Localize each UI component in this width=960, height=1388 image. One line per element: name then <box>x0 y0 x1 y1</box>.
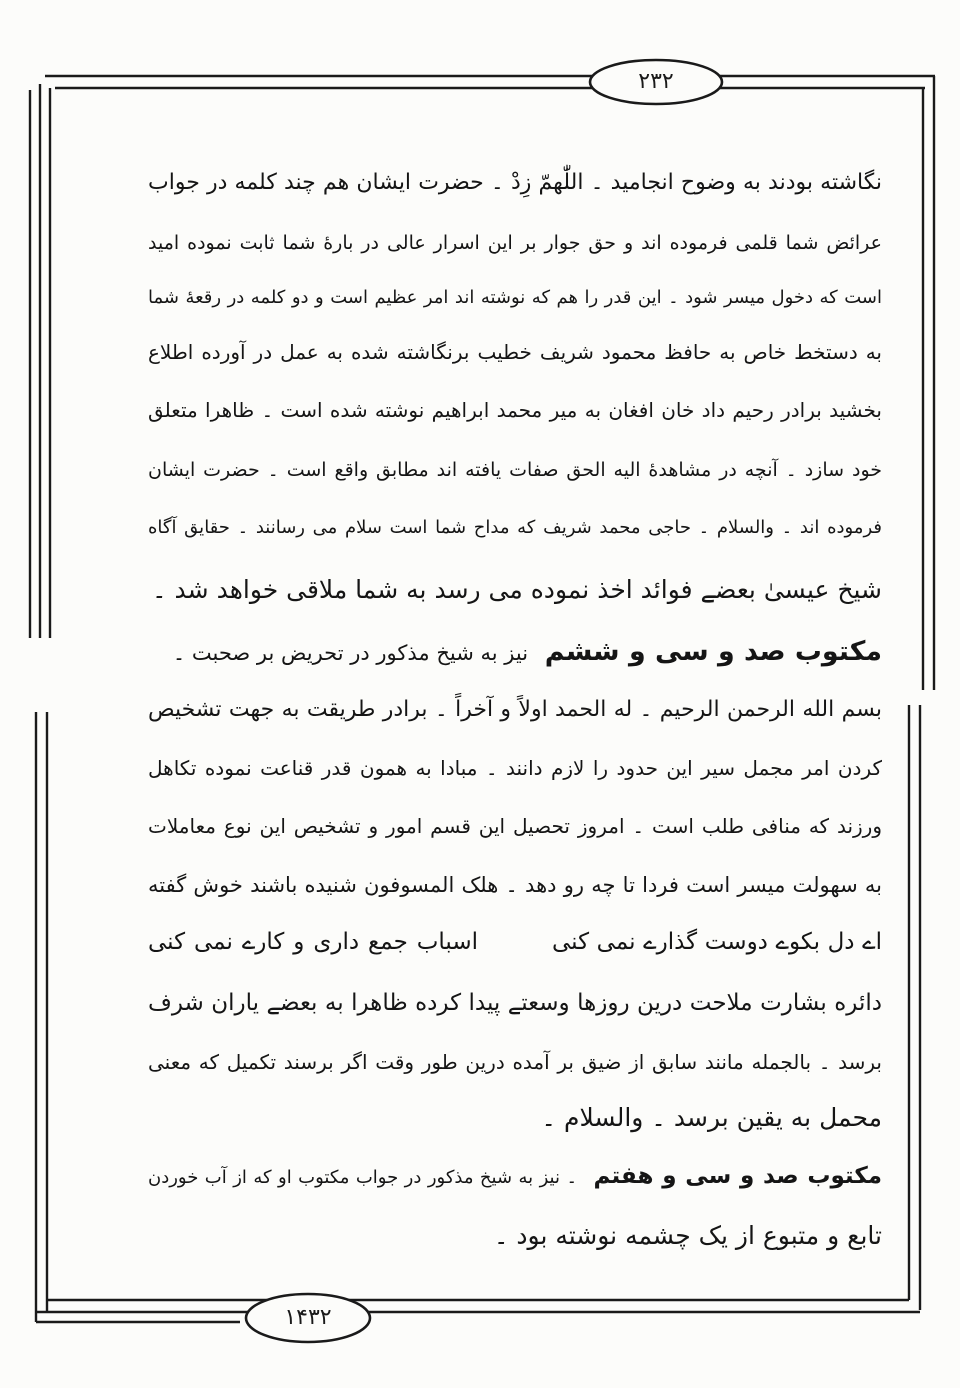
text-line: فرموده اند ۔ والسلام ۔ حاجی محمد شریف که مداح شما است سلام می رسانند ۔ حقایق آگاه <box>148 517 882 538</box>
letter-137-title: مکتوب صد و سی و هفتم <box>593 1163 882 1189</box>
letter-136-title: مکتوب صد و سی و ششم <box>544 636 882 667</box>
bottom-page-number: ۱۴۳۲ <box>284 1305 332 1330</box>
letter-137-subtitle: ۔ نیز به شیخ مذکور در جواب مکتوب او که از آب خوردن <box>148 1167 577 1188</box>
text-line: به سهولت میسر است فردا تا چه رو دهد ۔ هلک المسوفون شنیده باشند خوش گفته <box>148 873 882 897</box>
text-line: بخشید برادر رحیم داد خان افغان به میر محمد ابراهیم نوشته شده است ۔ ظاهرا متعلق <box>148 398 882 422</box>
letter-136-subtitle: نیز به شیخ مذکور در تحریض بر صحبت ۔ <box>172 641 529 665</box>
text-line: است که دخول میسر شود ۔ این قدر را هم که نوشته اند امر عظیم است و دو کلمه در رقعهٔ شما <box>148 287 882 308</box>
text-line: محمل به یقین برسد ۔ والسلام ۔ <box>541 1103 882 1132</box>
top-page-number: ۲۳۲ <box>638 69 674 94</box>
verse-first-hemistich: اے دل بکوے دوست گذارے نمی کنی <box>552 929 882 955</box>
text-line: نگاشته بودند به وضوح انجامید ۔ اللّٰهمّ زِدْ ۔ حضرت ایشان هم چند کلمه در جواب <box>148 170 882 195</box>
text-line: دائره بشارت ملاحت درین روزها وسعتے پیدا کرده ظاهرا به بعضے یاران شرف <box>148 990 882 1016</box>
text-line: شیخ عیسیٰ بعضے فوائد اخذ نموده می رسد به شما ملاقی خواهد شد ۔ <box>151 575 882 604</box>
text-line: برسد ۔ بالجمله مانند سابق از ضیق بر آمده درین طور وقت اگر برسند تکمیل که معنی <box>148 1050 882 1074</box>
letter-137-heading <box>148 1154 882 1198</box>
text-line: ورزند که منافی طلب است ۔ امروز تحصیل این قسم امور و تشخیص این نوع معاملات <box>148 814 882 838</box>
verse-couplet <box>148 920 882 964</box>
letter-136-heading <box>148 630 882 674</box>
text-line: به دستخط خاص به حافظ محمود شریف خطیب برنگاشته شده به عمل در آورده اطلاع <box>148 340 882 364</box>
verse-second-hemistich: اسباب جمع داری و کارے نمی کنی <box>148 929 478 955</box>
text-line: خود سازد ۔ آنچه در مشاهدهٔ الیه الحق صفات یافته اند مطابق واقع است ۔ حضرت ایشان <box>148 459 882 481</box>
text-line: عرائض شما قلمی فرموده اند و حق جوار بر این اسرار عالی در بارهٔ شما ثابت نموده امید <box>148 232 882 254</box>
text-line: بسم الله الرحمن الرحیم ۔ له الحمد اولاً و آخراً ۔ برادر طریقت به جهت تشخیص <box>148 697 882 722</box>
text-line: تابع و متبوع از یک چشمه نوشته بود ۔ <box>493 1221 882 1250</box>
text-line: کردن امر مجمل سیر این حدود را لازم دانند ۔ مبادا به همون قدر قناعت نموده تکاهل <box>148 756 882 780</box>
